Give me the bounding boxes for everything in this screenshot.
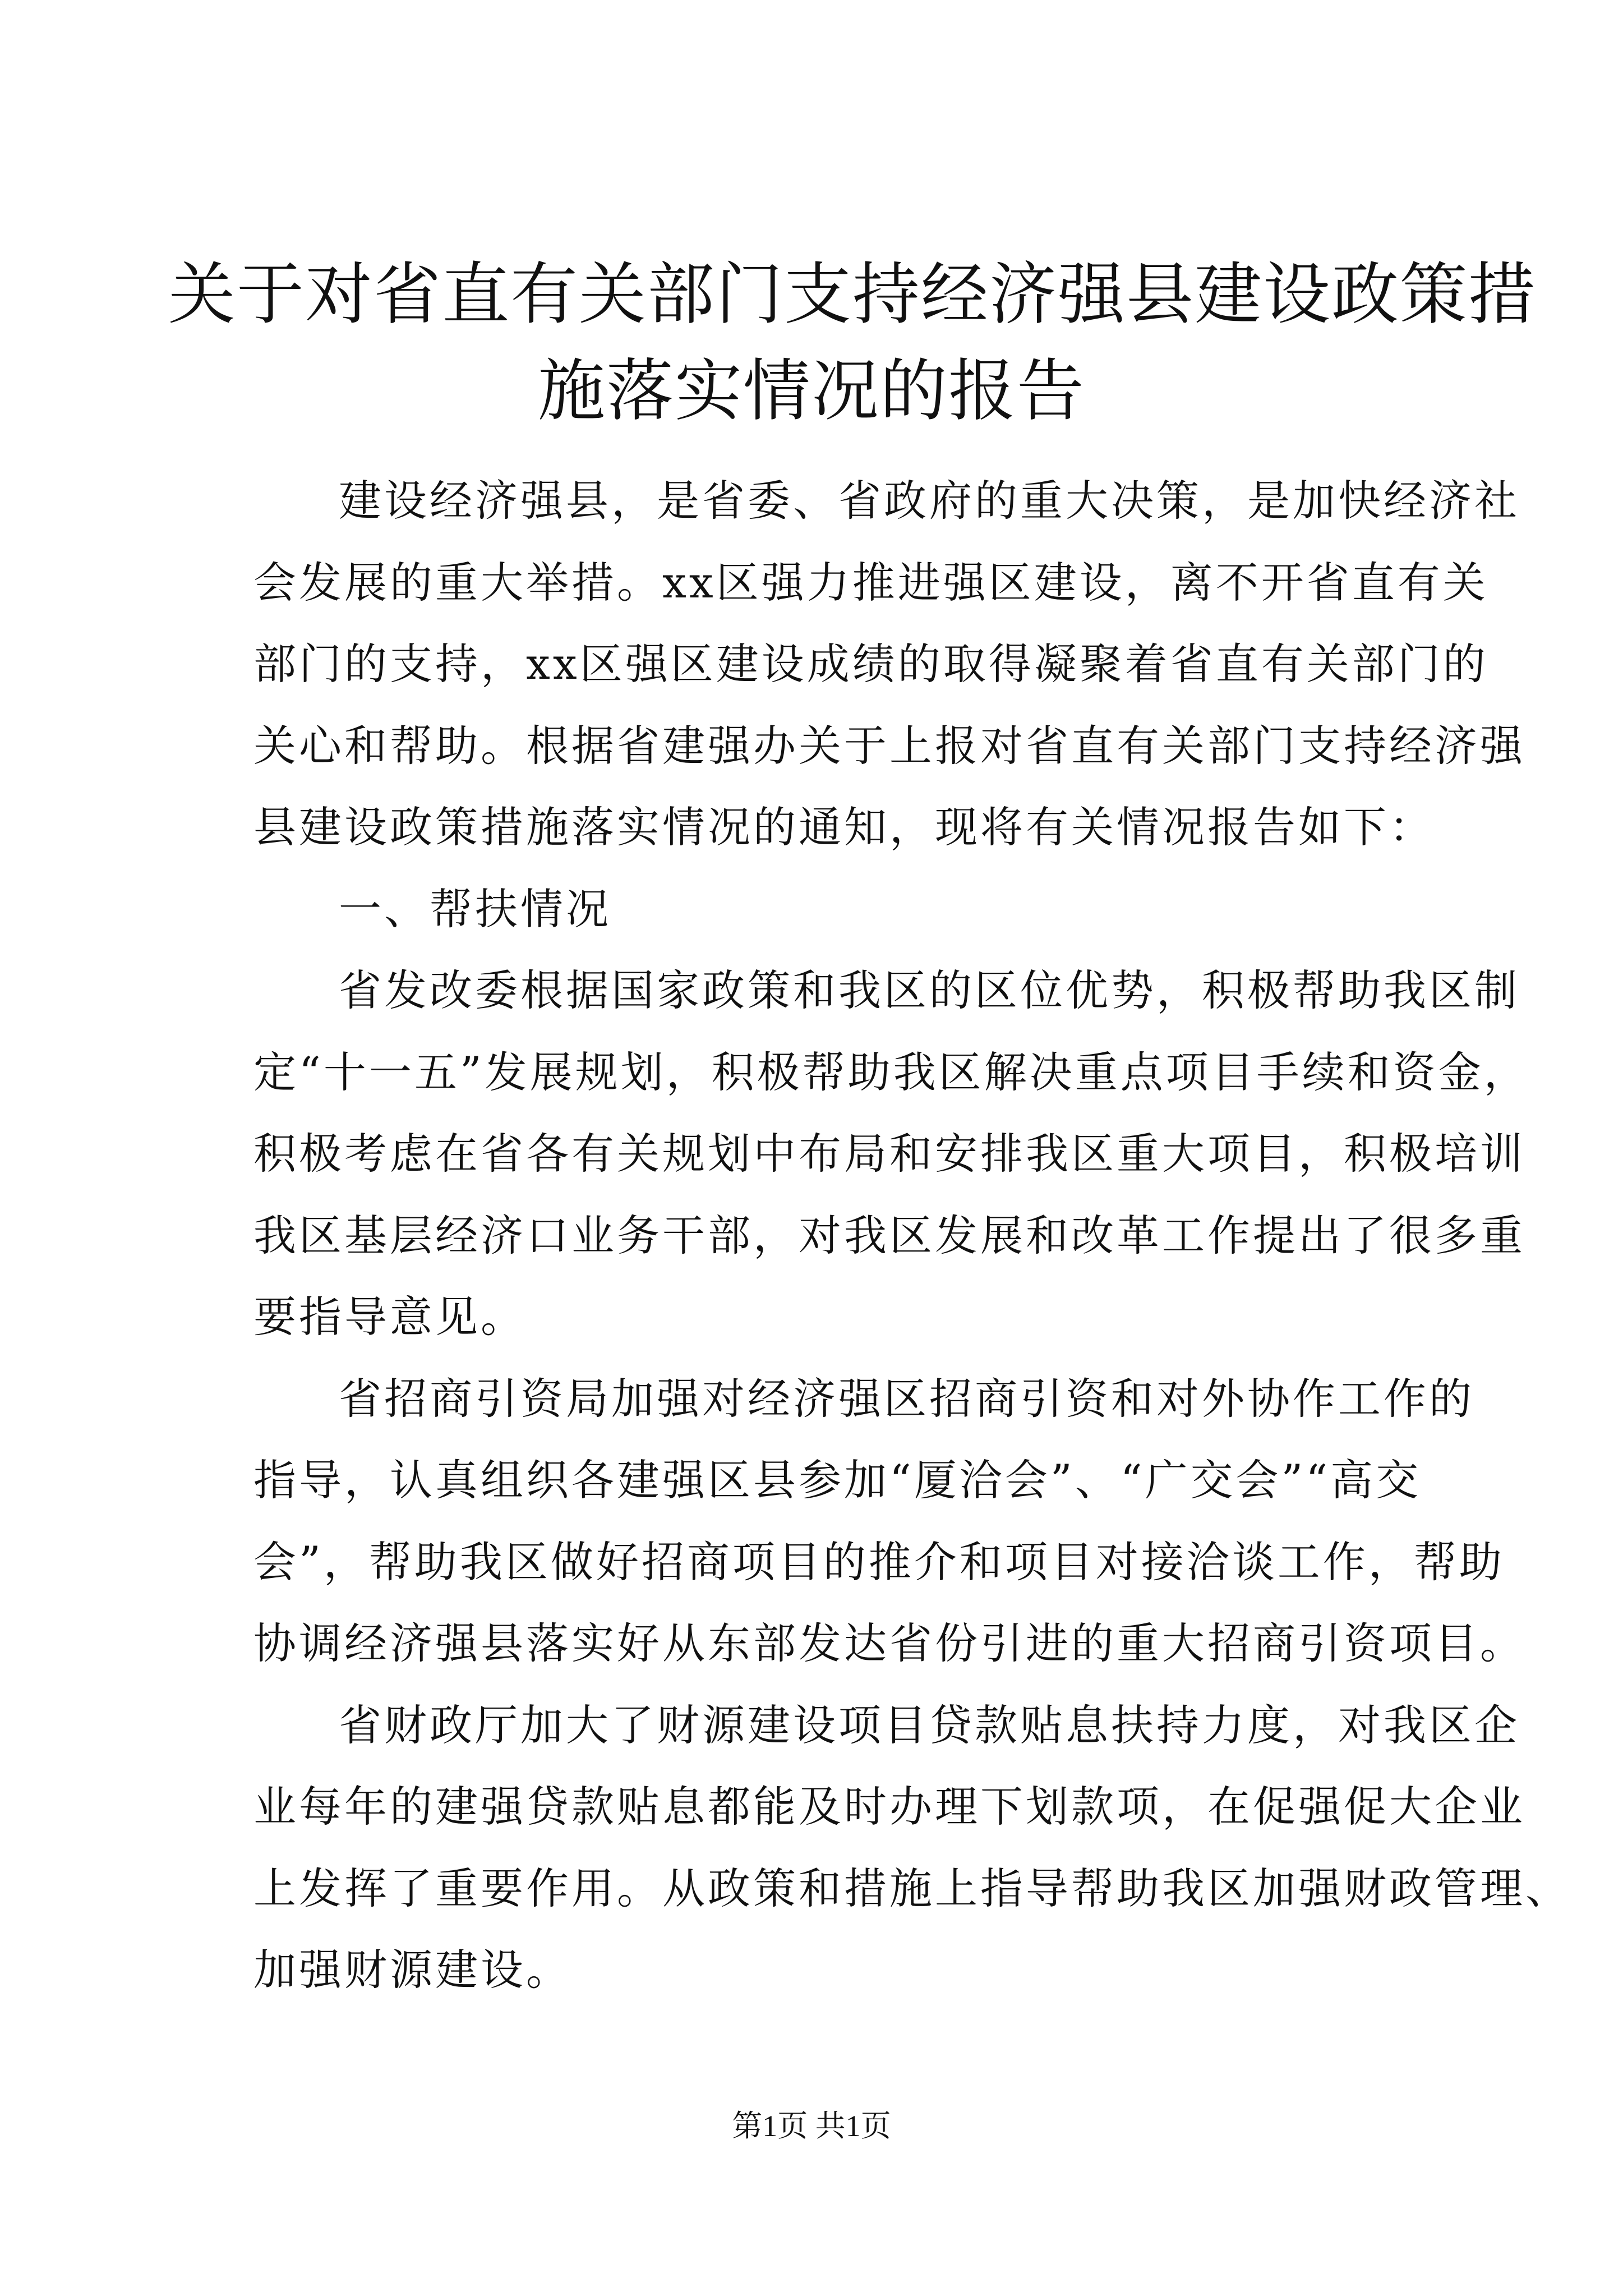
paragraph-line: 会”，帮助我区做好招商项目的推介和项目对接洽谈工作，帮助 xyxy=(253,1536,1505,1587)
paragraph-line: 上发挥了重要作用。从政策和措施上指导帮助我区加强财政管理、 xyxy=(253,1863,1571,1913)
section-heading: 一、帮扶情况 xyxy=(339,884,611,934)
paragraph-line: 会发展的重大举措。xx区强力推进强区建设，离不开省直有关 xyxy=(253,557,1488,608)
paragraph-line: 省招商引资局加强对经济强区招商引资和对外协作工作的 xyxy=(339,1373,1474,1424)
paragraph-line: 要指导意见。 xyxy=(253,1292,526,1342)
paragraph-line: 部门的支持，xx区强区建设成绩的取得凝聚着省直有关部门的 xyxy=(253,639,1488,689)
paragraph-line: 县建设政策措施落实情况的通知，现将有关情况报告如下： xyxy=(253,802,1435,852)
paragraph-line: 协调经济强县落实好从东部发达省份引进的重大招商引资项目。 xyxy=(253,1618,1525,1668)
paragraph-line: 业每年的建强贷款贴息都能及时办理下划款项，在促强促大企业 xyxy=(253,1782,1525,1832)
paragraph-line: 关心和帮助。根据省建强办关于上报对省直有关部门支持经济强 xyxy=(253,720,1525,771)
title-line: 施落实情况的报告 xyxy=(538,352,1085,430)
paragraph-line: 指导，认真组织各建强区县参加“厦洽会”、“广交会”“高交 xyxy=(253,1455,1422,1505)
page-footer: 第1页 共1页 xyxy=(732,2109,891,2143)
paragraph-line: 省发改委根据国家政策和我区的区位优势，积极帮助我区制 xyxy=(339,965,1520,1015)
paragraph-line: 省财政厅加大了财源建设项目贷款贴息扶持力度，对我区企 xyxy=(339,1700,1520,1750)
title-line: 关于对省直有关部门支持经济强县建设政策措 xyxy=(168,256,1537,334)
document-body xyxy=(253,460,1571,2011)
paragraph-line: 定“十一五”发展规划，积极帮助我区解决重点项目手续和资金， xyxy=(253,1047,1529,1097)
paragraph-line: 积极考虑在省各有关规划中布局和安排我区重大项目，积极培训 xyxy=(253,1129,1525,1179)
paragraph-line: 加强财源建设。 xyxy=(253,1945,571,1995)
document-title xyxy=(168,247,1537,440)
paragraph-line: 我区基层经济口业务干部，对我区发展和改革工作提出了很多重 xyxy=(253,1210,1525,1260)
paragraph-line: 建设经济强县，是省委、省政府的重大决策，是加快经济社 xyxy=(339,476,1520,526)
